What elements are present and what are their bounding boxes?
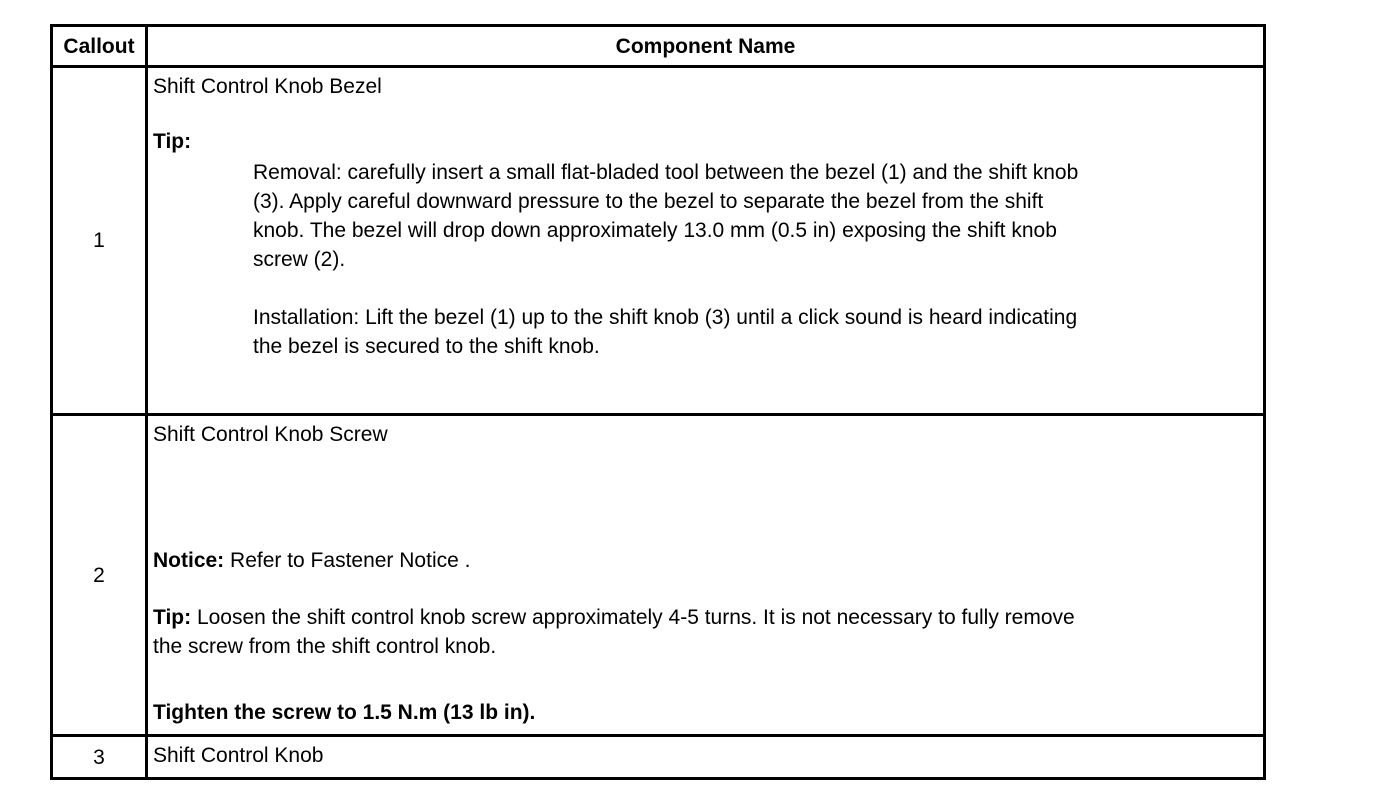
tip-label: Tip: [153,606,192,629]
tip-line: the screw from the shift control knob. [153,635,497,658]
component-cell-2 [148,416,1263,737]
component-name: Shift Control Knob Screw [153,423,388,446]
removal-line: knob. The bezel will drop down approximately 13.0 mm (0.5 in) exposing the shift knob [253,219,1057,242]
callout-cell-2: 2 [53,416,148,737]
component-name: Shift Control Knob Bezel [153,75,382,98]
torque-spec: Tighten the screw to 1.5 N.m (13 lb in). [153,701,536,724]
notice-text: Refer to Fastener Notice . [224,549,471,572]
removal-instructions [253,158,1259,274]
removal-line: Removal: carefully insert a small flat-bladed tool between the bezel (1) and the shift knob [253,161,1079,184]
notice-label: Notice: [153,549,225,572]
tip-label: Tip: [153,130,192,153]
header-component-name: Component Name [148,27,1263,68]
notice-paragraph [153,546,1259,575]
callout-cell-1: 1 [53,68,148,416]
tip-line: Loosen the shift control knob screw approximately 4-5 turns. It is not necessary to fully remove [191,606,1075,629]
callout-cell-3: 3 [53,737,148,777]
removal-line: screw (2). [253,248,346,271]
installation-line: the bezel is secured to the shift knob. [253,335,600,358]
installation-instructions [253,303,1259,361]
component-name: Shift Control Knob [153,744,324,767]
tip-paragraph [153,603,1259,661]
header-callout: Callout [53,27,148,68]
removal-line: (3). Apply careful downward pressure to the bezel to separate the bezel from the shift [253,190,1044,213]
component-cell-3 [148,737,1263,777]
component-cell-1 [148,68,1263,416]
component-table [50,24,1266,780]
installation-line: Installation: Lift the bezel (1) up to the shift knob (3) until a click sound is heard indicating [253,306,1078,329]
